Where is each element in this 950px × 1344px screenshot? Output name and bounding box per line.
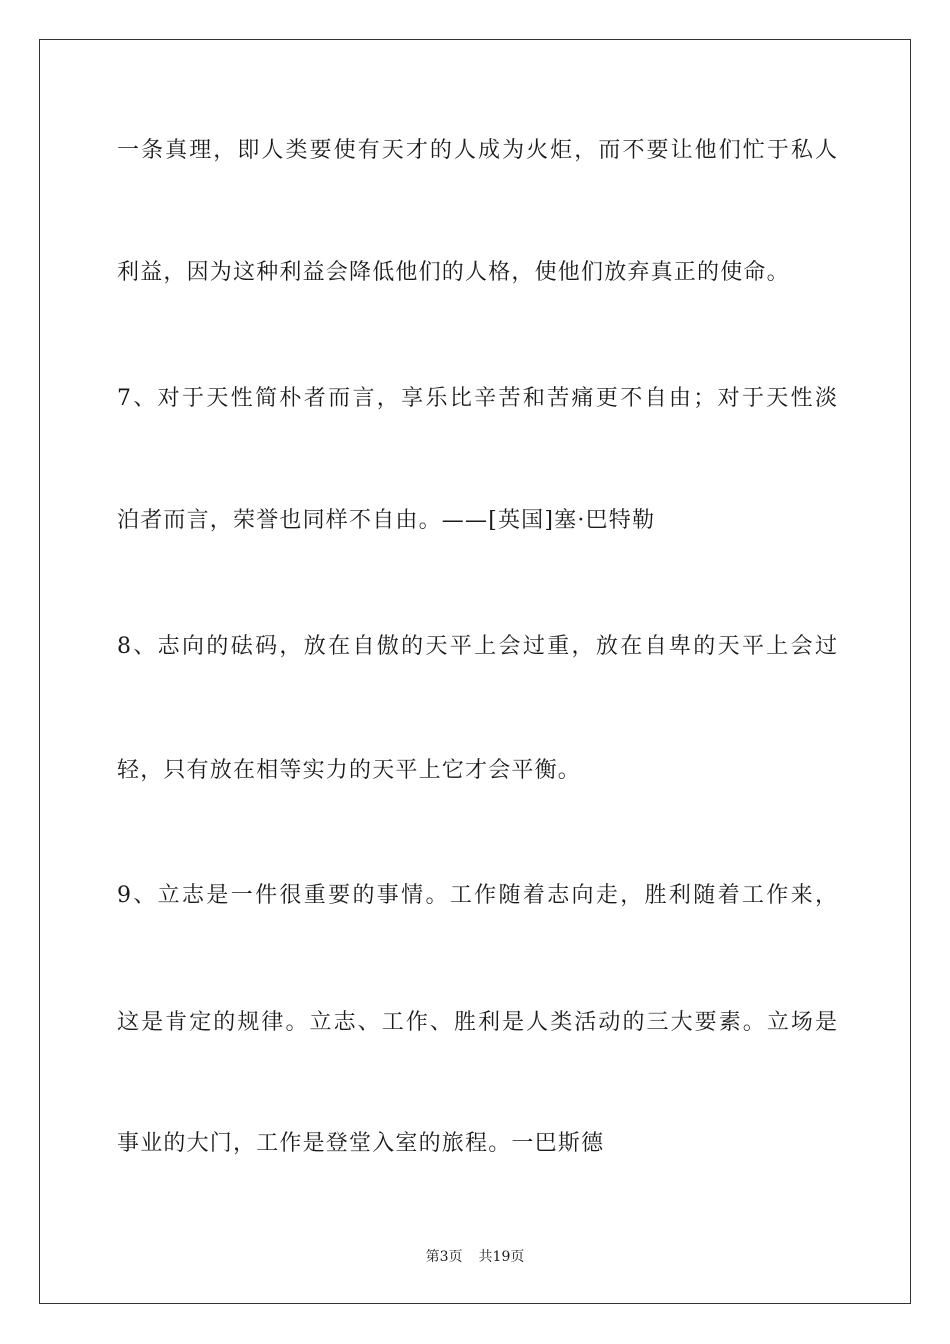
text-line-9: 事业的大门，工作是登堂入室的旅程。一巴斯德	[117, 1131, 605, 1156]
text-line-4: 泊者而言，荣誉也同样不自由。——[英国]塞·巴特勒	[117, 508, 656, 533]
text-line-5: 8、志向的砝码，放在自傲的天平上会过重，放在自卑的天平上会过	[117, 634, 837, 659]
text-line-8: 这是肯定的规律。立志、工作、胜利是人类活动的三大要素。立场是	[117, 1010, 837, 1035]
text-line-2: 利益，因为这种利益会降低他们的人格，使他们放弃真正的使命。	[117, 260, 790, 285]
text-line-1: 一条真理，即人类要使有天才的人成为火炬，而不要让他们忙于私人	[117, 138, 837, 163]
text-line-6: 轻，只有放在相等实力的天平上它才会平衡。	[117, 758, 582, 783]
page-footer	[0, 1247, 950, 1267]
current-page-label: 第3页	[425, 1249, 463, 1265]
total-pages-label: 共19页	[478, 1249, 525, 1265]
text-line-7: 9、立志是一件很重要的事情。工作随着志向走，胜利随着工作来，	[117, 883, 837, 908]
page-border	[39, 39, 911, 1304]
text-line-3: 7、对于天性简朴者而言，享乐比辛苦和苦痛更不自由；对于天性淡	[117, 386, 837, 411]
